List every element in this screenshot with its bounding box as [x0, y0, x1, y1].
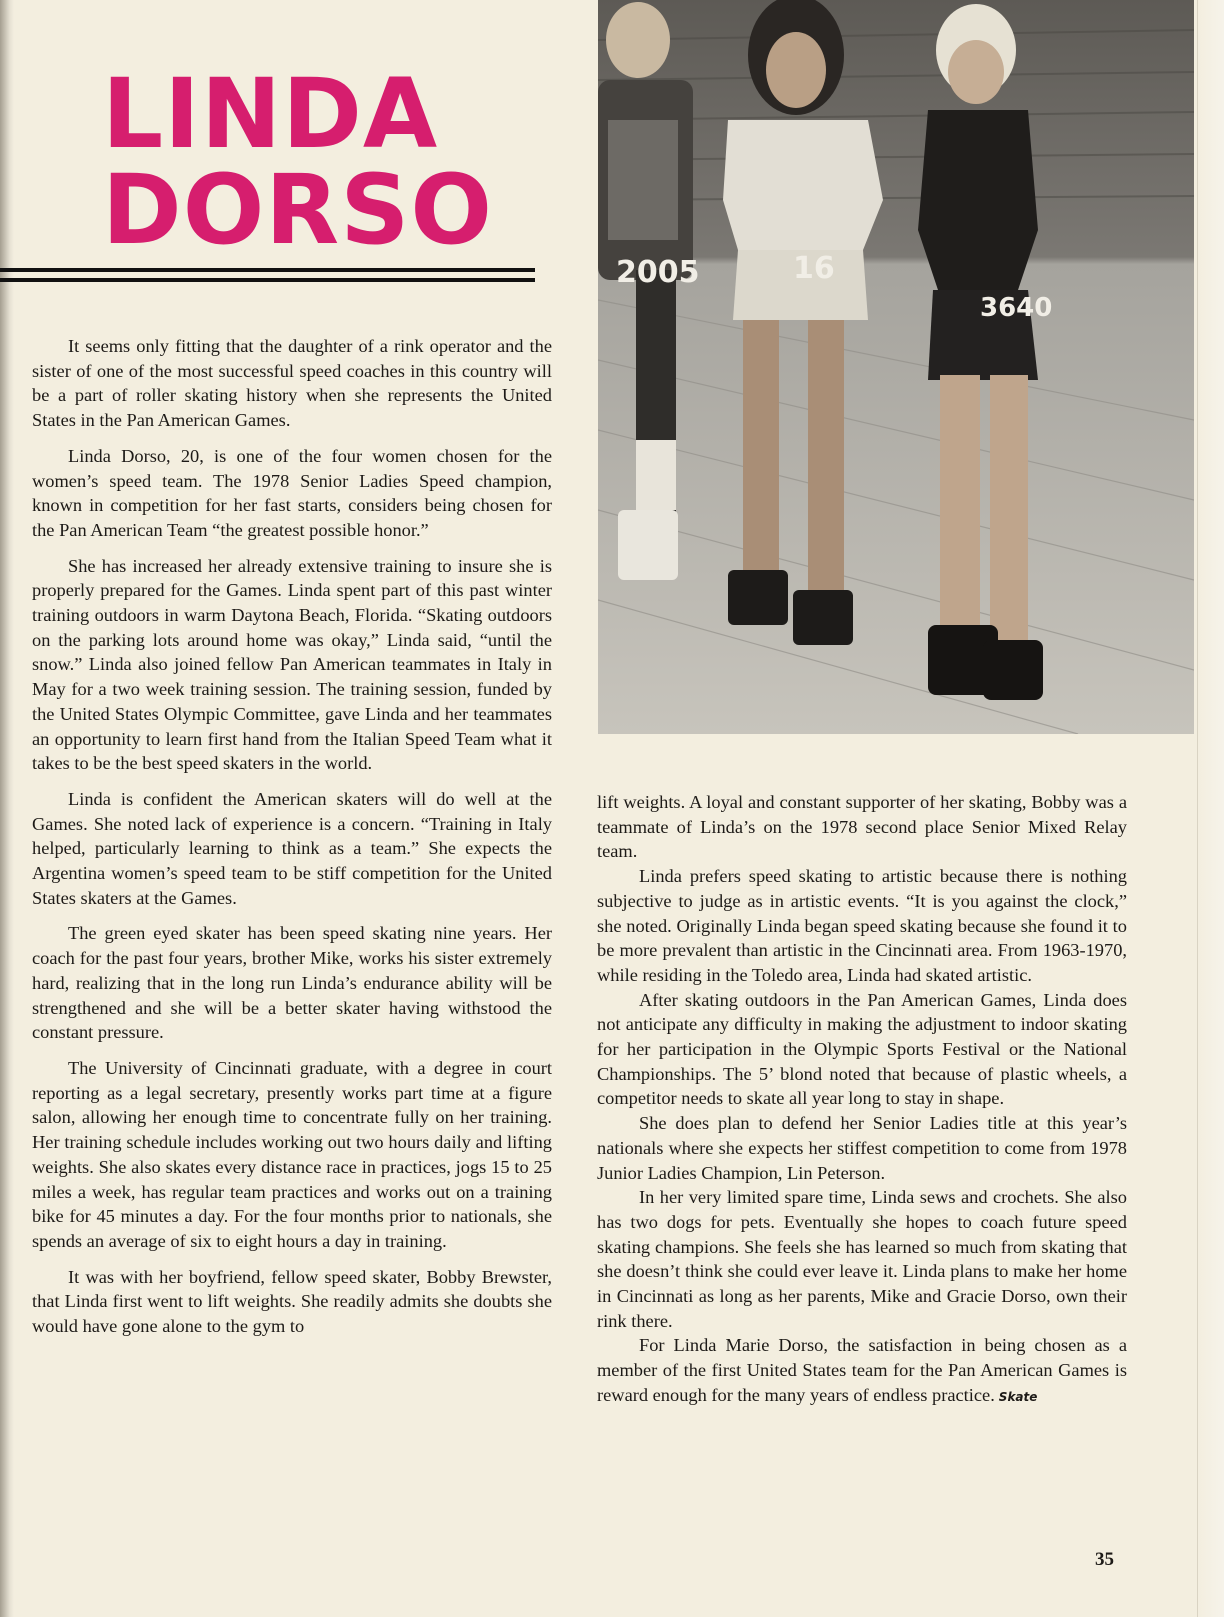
article-column-left: [32, 334, 552, 1350]
paragraph: It seems only fitting that the daughter of a rink operator and the sister of one of the most successful speed coaches in this country will be a part of roller skating history when she represents the United States in the Pan American Games.: [32, 336, 552, 431]
paragraph: Linda Dorso, 20, is one of the four women chosen for the women’s speed team. The 1978 Senior Ladies Speed champion, known in competition for her fast starts, considers being chosen for the Pan American Team “the greatest possible honor.”: [32, 445, 552, 540]
article-column-right: [597, 790, 1127, 1410]
bib-number-right: 3640: [980, 293, 1053, 323]
paragraph: She has increased her already extensive training to insure she is properly prepared for the Games. Linda spent part of this past winter training outdoors in warm Daytona Beach, Florida. “Skating outdoors on the parking lots around home was okay,” Linda said, “until the snow.” Linda also joined fellow Pan American teammates in Italy in May for a two week training session. The training session, funded by the United States Olympic Committee, gave Linda and her teammates an opportunity to learn first hand from the Italian Speed Team what it takes to be the best speed skaters in the world.: [32, 555, 552, 774]
paragraph: The green eyed skater has been speed skating nine years. Her coach for the past four years, brother Mike, works his sister extremely hard, realizing that in the long run Linda’s endurance ability will be strengthened and she will be a better skater having withstood the constant pressure.: [32, 923, 552, 1043]
paragraph: The University of Cincinnati graduate, with a degree in court reporting as a legal secretary, presently works part time at a figure salon, allowing her enough time to concentrate fully on her training. Her training schedule includes working out two hours daily and lifting weights. She also skates every distance race in practices, jogs 15 to 25 miles a week, has regular team practices and works out on a training bike for 45 minutes a day. For the four months prior to nationals, she spends an average of six to eight hours a day in training.: [32, 1057, 552, 1251]
paragraph: Linda is confident the American skaters will do well at the Games. She noted lack of experience is a concern. “Training in Italy helped, particularly learning to think as a team.” She expects the Argentina women’s speed team to be stiff competition for the United States skaters at the Games.: [32, 788, 552, 908]
closing-text: For Linda Marie Dorso, the satisfaction in being chosen as a member of the first United States team for the Pan American Games is reward enough for the many years of endless practice.: [597, 1335, 1127, 1405]
paragraph: It was with her boyfriend, fellow speed skater, Bobby Brewster, that Linda first went to lift weights. She readily admits she doubts she would have gone alone to the gym to: [32, 1266, 552, 1337]
closing-paragraph: [597, 1333, 1127, 1409]
title-line-first-name: LINDA: [102, 58, 439, 170]
binding-shadow: [0, 0, 14, 1617]
paragraph-continued: lift weights. A loyal and constant supporter of her skating, Bobby was a teammate of Linda’s on the 1978 second place Senior Mixed Relay team.: [597, 792, 1127, 862]
paragraph: In her very limited spare time, Linda sews and crochets. She also has two dogs for pets. Eventually she hopes to coach future speed skating champions. She feels she has learned so much from skating that she doesn’t think she could ever leave it. Linda plans to make her home in Cincinnati as long as her parents, Mike and Gracie Dorso, own their rink there.: [597, 1187, 1127, 1331]
paragraph: After skating outdoors in the Pan American Games, Linda does not anticipate any difficulty in making the adjustment to indoor skating for her participation in the Olympic Sports Festival or the National Championships. The 5’ blond noted that because of plastic wheels, a competitor needs to skate all year long to stay in shape.: [597, 989, 1127, 1109]
title-rule-bottom: [0, 278, 535, 282]
title-line-last-name: DORSO: [102, 154, 493, 266]
skaters-photo-graphic: [598, 0, 1194, 734]
page-number: 35: [1095, 1549, 1114, 1570]
page-edge: [1197, 0, 1224, 1617]
paragraph: She does plan to defend her Senior Ladies title at this year’s nationals where she expects her stiffest competition to come from 1978 Junior Ladies Champion, Lin Peterson.: [597, 1113, 1127, 1183]
skate-end-mark: Skate: [998, 1389, 1038, 1404]
article-title: [102, 58, 493, 266]
bib-number-left: 2005: [616, 255, 700, 290]
skaters-photo: [598, 0, 1194, 734]
bib-number-middle: 16: [793, 251, 835, 286]
title-rule-top: [0, 268, 535, 272]
paragraph: Linda prefers speed skating to artistic because there is nothing subjective to judge as in artistic events. “It is you against the clock,” she noted. Originally Linda began speed skating because she found it to be more prevalent than artistic in the Cincinnati area. From 1963-1970, while residing in the Toledo area, Linda had skated artistic.: [597, 866, 1127, 985]
